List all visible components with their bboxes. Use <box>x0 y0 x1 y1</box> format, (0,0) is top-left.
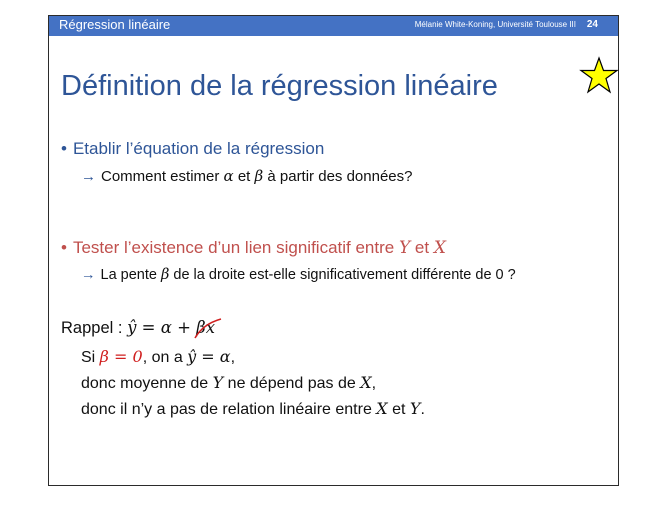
regression-equation: ŷ = α + <box>127 318 197 337</box>
rappel-line-3: donc il n’y a pas de relation linéaire entre X et Y. <box>81 399 425 418</box>
var-x: X <box>360 373 372 392</box>
section-title: Régression linéaire <box>59 17 171 32</box>
bullet-2-sub: → La pente β de la droite est-elle significativement différente de 0 ? <box>81 267 516 283</box>
bullet-1-sub: → Comment estimer α et β à partir des données? <box>81 167 413 185</box>
slide <box>48 15 619 486</box>
rappel-label: Rappel : <box>61 319 123 337</box>
page-number: 24 <box>586 19 598 30</box>
bullet-1 <box>61 139 324 159</box>
slide-header <box>49 16 618 36</box>
yhat-alpha: ŷ = α <box>187 347 231 366</box>
arrow-right-icon: → <box>81 168 96 185</box>
rappel-line-2: donc moyenne de Y ne dépend pas de X, <box>81 373 377 392</box>
star-icon <box>579 56 619 96</box>
strike-mark <box>193 318 223 340</box>
author-affiliation: Mélanie White-Koning, Université Toulouse III <box>414 20 576 29</box>
beta-symbol: β <box>160 267 170 283</box>
beta-symbol: β <box>254 167 264 185</box>
slide-title: Définition de la régression linéaire <box>61 70 498 102</box>
alpha-symbol: α <box>223 167 234 185</box>
struck-term: βx <box>196 318 215 337</box>
bullet-dot: • <box>61 139 67 158</box>
var-y: Y <box>212 373 224 392</box>
arrow-right-icon: → <box>81 267 96 283</box>
bullet-2: • Tester l’existence d’un lien significatif entre Y et X <box>61 238 446 258</box>
var-x: X <box>433 238 446 258</box>
var-y: Y <box>409 399 421 418</box>
rappel-equation <box>61 318 215 338</box>
var-x: X <box>376 399 388 418</box>
var-y: Y <box>398 238 411 258</box>
bullet-dot: • <box>61 238 67 257</box>
beta-zero: β = 0 <box>99 347 143 366</box>
rappel-line-1: Si β = 0, on a ŷ = α, <box>81 347 236 366</box>
bullet-1-text: Etablir l’équation de la régression <box>72 139 325 158</box>
